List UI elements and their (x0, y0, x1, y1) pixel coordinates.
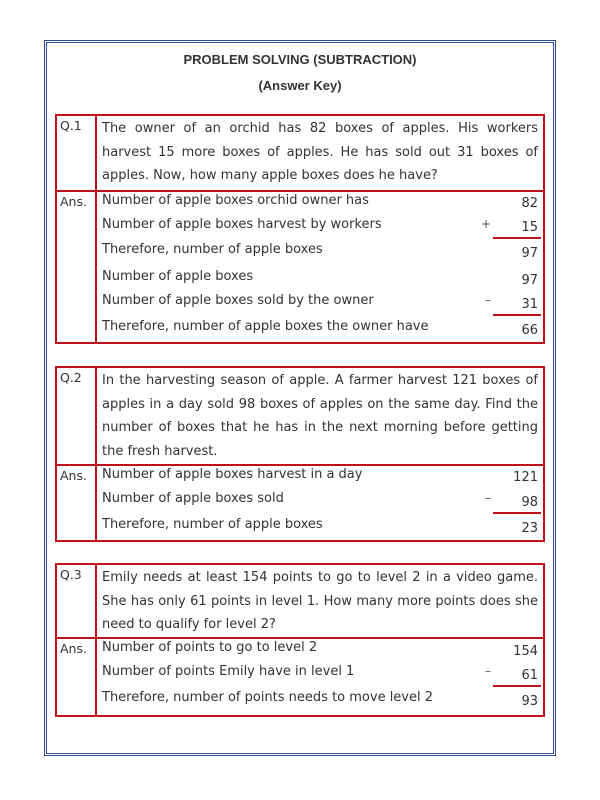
answer-step-text: Number of apple boxes harvest by workers (102, 217, 382, 232)
problem-3-box (55, 563, 545, 717)
plus-sign: + (480, 217, 491, 231)
problem-2-question: In the harvesting season of apple. A farmer harvest 121 boxes of apples in a day sold 98 boxes of apples on the same day. Find the number of boxes that he has in the next morning before getting the fresh harvest. (102, 373, 538, 459)
problem-1-answer (97, 192, 543, 342)
problem-3-question: Emily needs at least 154 points to go to level 2 in a video game. She has only 61 points in level 1. How many more points does she need to qualify for level 2? (102, 570, 538, 633)
problem-1-q-label: Q.1 (57, 116, 97, 190)
answer-step-text: Number of apple boxes (102, 269, 254, 284)
answer-step-value: 98 (521, 495, 538, 510)
problem-1-question-row (57, 116, 543, 192)
minus-sign: – (485, 293, 491, 307)
answer-step-value: 31 (521, 297, 538, 312)
answer-step-value: 82 (521, 196, 538, 211)
sum-rule (493, 237, 541, 239)
difference-rule (493, 314, 541, 316)
answer-step-value: 93 (521, 694, 538, 709)
answer-step-value: 121 (513, 470, 538, 485)
answer-step-text: Number of points to go to level 2 (102, 640, 318, 655)
minus-sign: – (485, 664, 491, 678)
problem-2-answer-row (57, 466, 543, 540)
answer-step-value: 15 (521, 220, 538, 235)
problem-3-question-row (57, 565, 543, 639)
problem-2-answer (97, 466, 543, 540)
answer-step-text: Therefore, number of points needs to move level 2 (102, 690, 434, 705)
answer-step-text: Therefore, number of apple boxes (102, 242, 323, 257)
problem-1-answer-row (57, 192, 543, 342)
problem-3-answer-row (57, 639, 543, 715)
page-subtitle: (Answer Key) (258, 78, 342, 93)
page-title: PROBLEM SOLVING (SUBTRACTION) (183, 52, 417, 67)
answer-step-text: Therefore, number of apple boxes the owner have (102, 319, 429, 334)
problem-3-answer (97, 639, 543, 715)
problem-3-a-label: Ans. (57, 639, 97, 715)
problem-2-box (55, 366, 545, 542)
difference-rule (493, 685, 541, 687)
answer-step-text: Therefore, number of apple boxes (102, 517, 323, 532)
answer-step-text: Number of apple boxes harvest in a day (102, 467, 363, 482)
answer-step-value: 97 (521, 246, 538, 261)
answer-step-value: 66 (521, 323, 538, 338)
problem-1-a-label: Ans. (57, 192, 97, 342)
answer-step-value: 61 (521, 668, 538, 683)
answer-step-value: 97 (521, 273, 538, 288)
problem-2-q-label: Q.2 (57, 368, 97, 464)
answer-step-text: Number of apple boxes sold by the owner (102, 293, 374, 308)
problem-1-question: The owner of an orchid has 82 boxes of apples. His workers harvest 15 more boxes of apples. He has sold out 31 boxes of apples. Now, how many apple boxes does he have? (102, 121, 538, 184)
answer-step-text: Number of apple boxes sold (102, 491, 284, 506)
answer-step-text: Number of apple boxes orchid owner has (102, 193, 369, 208)
answer-step-text: Number of points Emily have in level 1 (102, 664, 355, 679)
answer-step-value: 154 (513, 644, 538, 659)
minus-sign: – (485, 491, 491, 505)
problem-3-q-label: Q.3 (57, 565, 97, 637)
problem-2-a-label: Ans. (57, 466, 97, 540)
problem-1-box (55, 114, 545, 344)
difference-rule (493, 512, 541, 514)
answer-step-value: 23 (521, 521, 538, 536)
problem-2-question-row (57, 368, 543, 466)
